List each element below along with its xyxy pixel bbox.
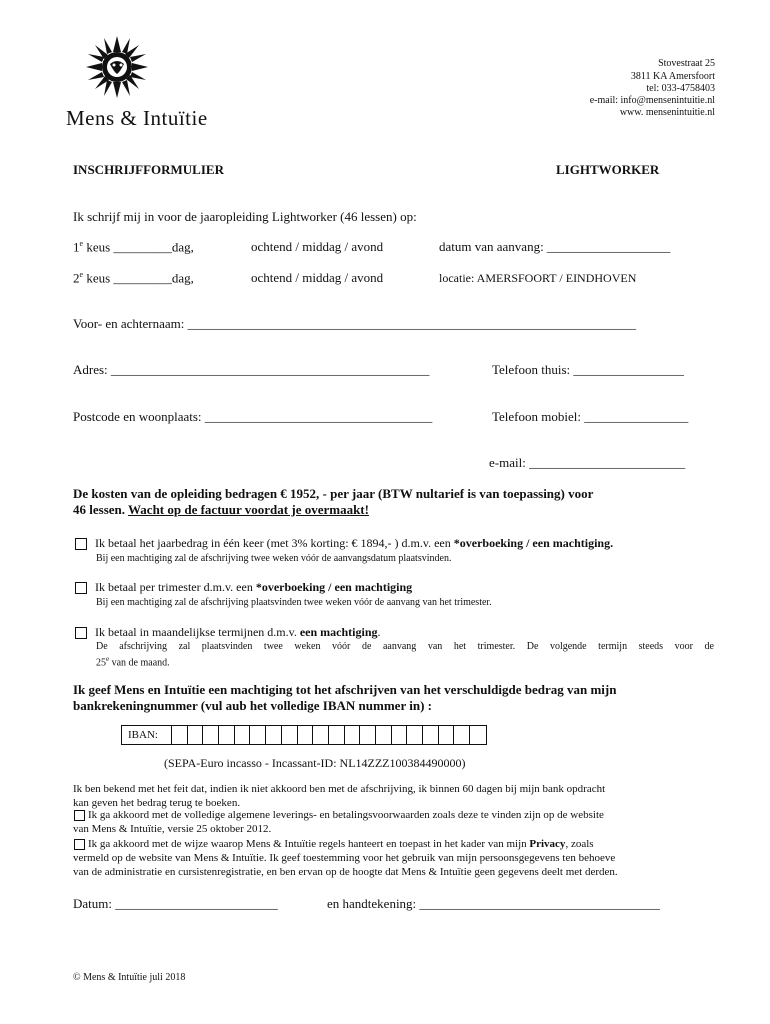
terms-privacy-checkbox[interactable] xyxy=(74,839,85,850)
terms-p2-line1: Ik ga akkoord met de volledige algemene leverings- en betalingsvoorwaarden zoals deze te vinden zijn op de website xyxy=(88,809,604,821)
iban-cell[interactable] xyxy=(282,726,298,744)
costs-warning: Wacht op de factuur voordat je overmaakt! xyxy=(128,502,369,517)
choice2-sup: e xyxy=(79,270,84,279)
terms-p3-privacy: Privacy xyxy=(529,838,566,850)
intro-text: Ik schrijf mij in voor de jaaropleiding Lightworker (46 lessen) op: xyxy=(73,209,417,224)
signature-field[interactable]: en handtekening: _____________________________________ xyxy=(327,896,660,911)
phone-home-field[interactable]: Telefoon thuis: _________________ xyxy=(492,362,684,377)
payment-option-annual-note: Bij een machtiging zal de afschrijving twee weken vóór de aanvangsdatum plaatsvinden. xyxy=(96,553,452,564)
terms-p1-line1: Ik ben bekend met het feit dat, indien ik niet akkoord ben met de afschrijving, ik binnen 60 dagen bij mijn bank opdracht xyxy=(73,783,606,795)
iban-cell[interactable] xyxy=(235,726,251,744)
monthly-note-sup: e xyxy=(106,655,110,663)
payment-option-trimester-checkbox[interactable] xyxy=(75,582,87,594)
iban-cell[interactable] xyxy=(345,726,361,744)
payment-option-monthly-text: Ik betaal in maandelijkse termijnen d.m.v. xyxy=(95,625,300,639)
mandate-line1: Ik geef Mens en Intuïtie een machtiging tot het afschrijven van het verschuldigde bedrag van mijn xyxy=(73,682,617,697)
choice2-prefix: 2 xyxy=(73,270,80,286)
iban-cell[interactable] xyxy=(313,726,329,744)
iban-cell[interactable] xyxy=(423,726,439,744)
iban-cell[interactable] xyxy=(470,726,486,744)
payment-option-annual-text: Ik betaal het jaarbedrag in één keer (met 3% korting: € 1894,- ) d.m.v. een xyxy=(95,536,454,550)
choice2-text: keus _________dag, xyxy=(83,270,194,286)
monthly-note-day: 25 xyxy=(96,657,106,669)
email-field[interactable]: e-mail: ________________________ xyxy=(489,455,686,470)
costs-line2 xyxy=(73,502,369,518)
payment-option-monthly-note: De afschrijving zal plaatsvinden twee weken vóór de aanvang van het trimester. De volgende termijn steeds voor de xyxy=(96,641,714,652)
form-subtitle: LIGHTWORKER xyxy=(556,162,660,177)
iban-cell[interactable] xyxy=(188,726,204,744)
iban-cell[interactable] xyxy=(329,726,345,744)
payment-option-trimester-bold: *overboeking / een machtiging xyxy=(255,580,413,594)
date-field[interactable]: Datum: _________________________ xyxy=(73,896,278,911)
address-street: Stovestraat 25 xyxy=(658,58,715,69)
mandate-line2: bankrekeningnummer (vul aub het volledige IBAN nummer in) : xyxy=(73,698,432,713)
address-web: www. mensenintuitie.nl xyxy=(619,107,715,118)
sepa-note: (SEPA-Euro incasso - Incassant-ID: NL14ZZZ100384490000) xyxy=(164,756,466,770)
payment-option-trimester-note: Bij een machtiging zal de afschrijving plaatsvinden twee weken vóór de aanvang van het trimester. xyxy=(96,597,492,608)
payment-option-monthly-label xyxy=(95,625,381,640)
payment-option-trimester-label xyxy=(95,580,412,595)
terms-p3-after: , zoals xyxy=(565,838,594,850)
payment-option-trimester-text: Ik betaal per trimester d.m.v. een xyxy=(95,580,256,594)
terms-p3-line1 xyxy=(88,838,594,850)
payment-option-monthly-note2 xyxy=(96,655,170,668)
postcode-field[interactable]: Postcode en woonplaats: ___________________________________ xyxy=(73,409,433,424)
payment-option-monthly-after: . xyxy=(377,625,381,639)
sun-logo-icon xyxy=(84,34,150,100)
terms-general-checkbox[interactable] xyxy=(74,810,85,821)
iban-cell[interactable] xyxy=(298,726,314,744)
iban-cell[interactable] xyxy=(439,726,455,744)
terms-p3-line3: van de administratie en cursistenregistratie, en ben ervan op de hoogte dat Mens & Intuïtie geen gegevens deelt met derden. xyxy=(73,866,618,878)
iban-cell[interactable] xyxy=(203,726,219,744)
iban-cell[interactable] xyxy=(360,726,376,744)
address-city: 3811 KA Amersfoort xyxy=(630,71,715,82)
address-email: e-mail: info@mensenintuitie.nl xyxy=(589,95,715,106)
address-tel: tel: 033-4758403 xyxy=(646,83,715,94)
iban-cell[interactable] xyxy=(376,726,392,744)
phone-mobile-field[interactable]: Telefoon mobiel: ________________ xyxy=(492,409,689,424)
terms-p3-line2: vermeld op de website van Mens & Intuïtie. Ik geef toestemming voor het gebruik van mijn persoonsgegevens ten behoeve xyxy=(73,852,616,864)
choice1-day-field[interactable] xyxy=(73,239,194,255)
terms-p3-text: Ik ga akkoord met de wijze waarop Mens & Intuïtie regels hanteert en toepast in het kader van mijn xyxy=(88,838,530,850)
iban-input[interactable] xyxy=(121,725,487,745)
payment-option-monthly-checkbox[interactable] xyxy=(75,627,87,639)
form-title: INSCHRIJFFORMULIER xyxy=(73,162,224,177)
choice2-time-options[interactable]: ochtend / middag / avond xyxy=(251,270,384,285)
iban-cell[interactable] xyxy=(250,726,266,744)
costs-lessons: 46 lessen. xyxy=(73,502,129,517)
iban-cell[interactable] xyxy=(392,726,408,744)
payment-option-annual-checkbox[interactable] xyxy=(75,538,87,550)
choice1-sup: e xyxy=(79,239,84,248)
choice1-time-options[interactable]: ochtend / middag / avond xyxy=(251,239,384,254)
iban-cell[interactable] xyxy=(172,726,188,744)
choice2-day-field[interactable] xyxy=(73,270,194,286)
iban-cell[interactable] xyxy=(454,726,470,744)
terms-p2-line2: van Mens & Intuïtie, versie 25 oktober 2012. xyxy=(73,823,272,835)
payment-option-monthly-bold: een machtiging xyxy=(299,625,378,639)
choice1-text: keus _________dag, xyxy=(83,239,194,255)
iban-label: IBAN: xyxy=(122,726,172,744)
terms-p1-line2: kan geven het bedrag terug te boeken. xyxy=(73,797,241,809)
monthly-note-rest: van de maand. xyxy=(109,657,170,669)
payment-option-annual-bold: *overboeking / een machtiging. xyxy=(453,536,614,550)
costs-line1: De kosten van de opleiding bedragen € 1952, - per jaar (BTW nultarief is van toepassing) voor xyxy=(73,486,594,501)
logo-name: Mens & Intuïtie xyxy=(66,106,208,130)
iban-cell[interactable] xyxy=(266,726,282,744)
location-options[interactable]: locatie: AMERSFOORT / EINDHOVEN xyxy=(439,271,637,285)
footer-copyright: © Mens & Intuïtie juli 2018 xyxy=(73,972,186,983)
iban-cell[interactable] xyxy=(407,726,423,744)
payment-option-annual-label xyxy=(95,536,613,551)
address-field[interactable]: Adres: _________________________________________________ xyxy=(73,362,430,377)
name-field[interactable]: Voor- en achternaam: _____________________________________________________________________ xyxy=(73,316,637,331)
choice1-prefix: 1 xyxy=(73,239,80,255)
iban-cell[interactable] xyxy=(219,726,235,744)
start-date-field[interactable]: datum van aanvang: ___________________ xyxy=(439,239,671,254)
